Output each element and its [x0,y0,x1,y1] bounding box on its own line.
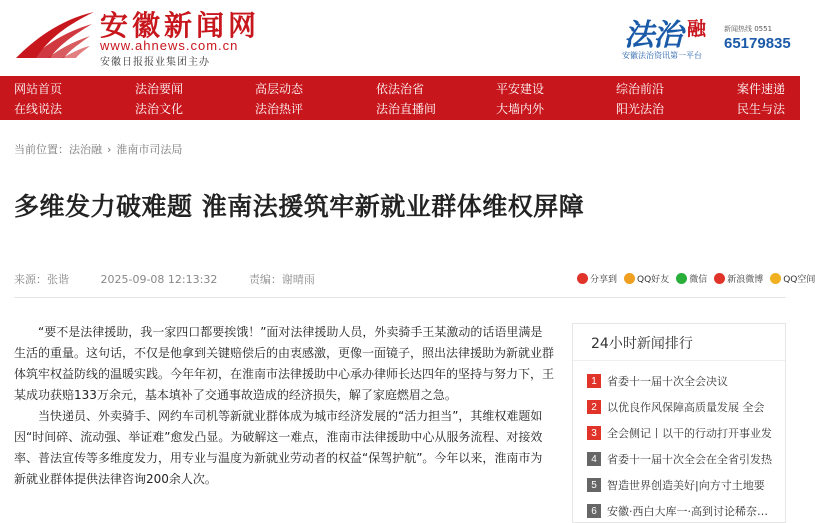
nav-item-home[interactable]: 网站首页 [14,82,63,96]
hotline-label: 新闻热线 0551 [724,25,773,33]
rank-number: 1 [587,374,601,388]
nav-item-sunshine[interactable]: 阳光法治 [616,102,665,116]
rank-link[interactable]: 省委十一届十次全会在全省引发热 [607,453,772,466]
article-paragraph: “要不是法律援助，我一家四口都要挨饿！”面对法律援助人员，外卖骑手王某激动的话语里满是生活的重量。这句话，不仅是他拿到关键赔偿后的由衷感激，更像一面镜子，照出法律援助为新就业群体筑牢权益防线的温暖实践。今年年初，在淮南市法律援助中心承办律师长达四年的坚持与努力下，王某成功获赔133万余元，基本填补了交通事故造成的经济损失，解了家庭燃眉之急。 [14,325,555,402]
wechat-icon [676,273,687,284]
rank-number: 4 [587,452,601,466]
nav-item-leadership[interactable]: 高层动态 [255,82,304,96]
nav-item-commentary[interactable]: 法治热评 [255,102,304,116]
rank-number: 6 [587,504,601,518]
article-editor: 责编：谢晴雨 [248,273,315,286]
nav-item-cases[interactable]: 案件速递 [737,82,786,96]
ranking-item[interactable] [587,424,772,442]
share-icon [577,273,588,284]
breadcrumb-separator: › [107,143,112,156]
rank-link[interactable]: 省委十一届十次全会决议 [607,375,728,388]
share-weibo-button[interactable]: 新浪微博 [714,270,763,286]
site-sponsor: 安徽日报报业集团主办 [100,57,210,68]
ranking-item[interactable] [587,398,765,416]
rank-number: 5 [587,478,601,492]
rank-number: 2 [587,400,601,414]
ahnews-logo-icon[interactable] [14,10,96,62]
nav-item-rule-of-law[interactable]: 依法治省 [376,82,425,96]
ranking-title: 24小时新闻排行 [591,336,693,352]
nav-item-safety[interactable]: 平安建设 [496,82,545,96]
qq-icon [624,273,635,284]
nav-item-prison[interactable]: 大墙内外 [496,102,545,116]
breadcrumb-item-huainan-justice[interactable]: 淮南市司法局 [116,143,183,156]
article-meta [14,271,343,287]
main-nav [0,76,800,120]
article-body [14,322,554,490]
share-label: 分享到 [577,270,617,286]
share-wechat-button[interactable]: 微信 [676,270,707,286]
site-url: www.ahnews.com.cn [100,38,239,53]
qzone-icon [770,273,781,284]
site-header [0,0,800,74]
rank-link[interactable]: 智造世界创造美好|向方寸土地要 [607,479,765,492]
hotline-number: 65179835 [724,35,791,52]
news-ranking-panel [572,323,786,523]
article-source: 来源：张谐 [14,273,69,286]
fazhirong-slogan: 安徽法治资讯第一平台 [622,51,702,60]
breadcrumb-item-fazhirong[interactable]: 法治融 [69,143,102,156]
nav-item-online-law[interactable]: 在线说法 [14,102,63,116]
nav-item-governance[interactable]: 综治前沿 [616,82,665,96]
ranking-item[interactable] [587,476,765,494]
share-qzone-button[interactable]: QQ空间 [770,270,815,286]
rank-number: 3 [587,426,601,440]
ranking-item[interactable] [587,372,728,390]
fazhirong-logo[interactable]: 法治 [624,18,682,53]
rank-link[interactable]: 安徽·西白大库一·高到讨论稀奈… [607,505,768,518]
share-qq-friend-button[interactable]: QQ好友 [624,270,669,286]
ranking-divider [573,360,785,361]
nav-item-culture[interactable]: 法治文化 [135,102,184,116]
nav-item-legal-news[interactable]: 法治要闻 [135,82,184,96]
article-datetime: 2025-09-08 12:13:32 [100,273,218,286]
ranking-item[interactable] [587,502,768,520]
share-bar [577,270,815,286]
meta-divider [14,297,786,298]
breadcrumb-label: 当前位置： [14,143,69,156]
article-title: 多维发力破难题 淮南法援筑牢新就业群体维权屏障 [14,192,585,221]
rank-link[interactable]: 全会侧记丨以干的行动打开事业发 [607,427,772,440]
rank-link[interactable]: 以优良作风保障高质量发展 全会 [607,401,765,414]
article-paragraph: 当快递员、外卖骑手、网约车司机等新就业群体成为城市经济发展的“活力担当”，其维权难题如因“时间碎、流动强、举证难”愈发凸显。为破解这一难点，淮南市法律援助中心从服务流程、对接效率、普法宣传等多维度发力，用专业与温度为新就业劳动者的权益“保驾护航”。今年以来，淮南市为新就业群体提供法律咨询200余人次。 [14,409,543,486]
nav-item-livelihood[interactable]: 民生与法 [737,102,786,116]
fazhirong-logo-accent: 融 [687,18,707,40]
breadcrumb [14,141,182,157]
nav-item-live[interactable]: 法治直播间 [376,102,437,116]
weibo-icon [714,273,725,284]
ranking-item[interactable] [587,450,772,468]
site-logo-text[interactable]: 安徽新闻网 [100,9,261,42]
